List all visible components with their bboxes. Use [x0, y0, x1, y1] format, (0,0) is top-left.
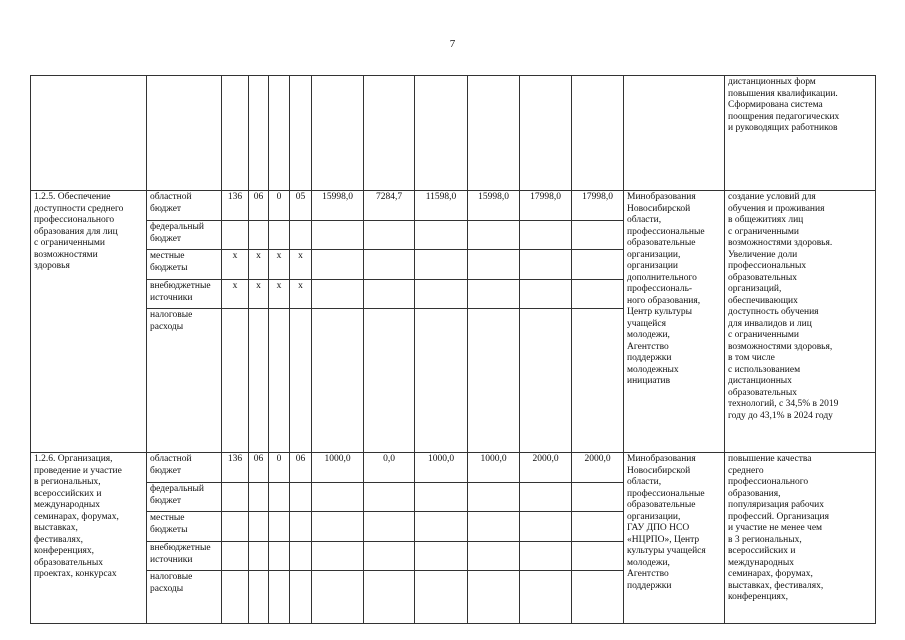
- amount-cell: [312, 309, 364, 453]
- table-row: [31, 76, 876, 191]
- budget-code-cell: 06: [290, 453, 312, 483]
- amount-cell: [312, 542, 364, 571]
- budget-code-cell: х: [249, 280, 269, 309]
- amount-cell: [520, 512, 572, 542]
- amount-cell: [364, 280, 415, 309]
- amount-cell: [468, 512, 520, 542]
- expected-result-cell: дистанционных форм повышения квалификации. Сформирована система поощрения педагогических и руководящих работников: [725, 76, 876, 191]
- amount-cell: [312, 221, 364, 250]
- amount-cell: 1000,0: [468, 453, 520, 483]
- amount-cell: [415, 309, 468, 453]
- amount-cell: [415, 571, 468, 624]
- amount-cell: [572, 571, 624, 624]
- amount-cell: [364, 542, 415, 571]
- amount-cell: [520, 280, 572, 309]
- amount-cell: [415, 221, 468, 250]
- amount-cell: 1000,0: [415, 453, 468, 483]
- amount-cell: [468, 571, 520, 624]
- budget-code-cell: [249, 221, 269, 250]
- budget-code-cell: [222, 542, 249, 571]
- amount-cell: 17998,0: [572, 191, 624, 221]
- budget-code-cell: [269, 483, 290, 512]
- table-row: [31, 191, 876, 221]
- activity-name-cell: 1.2.5. Обеспечение доступности среднего профессионального образования для лиц с ограниченными возможностями здоровья: [31, 191, 147, 453]
- budget-code-cell: [249, 483, 269, 512]
- funding-source-cell: федеральный бюджет: [147, 483, 222, 512]
- budget-code-cell: [249, 512, 269, 542]
- budget-code-cell: 06: [249, 191, 269, 221]
- funding-source-cell: внебюджетные источники: [147, 280, 222, 309]
- budget-code-cell: х: [269, 250, 290, 280]
- funding-source-cell: областной бюджет: [147, 191, 222, 221]
- expected-result-cell: создание условий для обучения и проживания в общежитиях лиц с ограниченными возможностями здоровья. Увеличение доли профессиональных образовательных организаций, обеспечивающих доступность обучения для инвалидов и лиц с ограниченными возможностями здоровья, в том числе с использованием дистанционных образовательных технологий, с 34,5% в 2019 году до 43,1% в 2024 году: [725, 191, 876, 453]
- amount-cell: [468, 309, 520, 453]
- executors-cell: Минобразования Новосибирской области, профессиональные образовательные организации, ГАУ ДПО НСО «НЦРПО», Центр культуры учащейся молодежи, Агентство поддержки: [624, 453, 725, 624]
- amount-cell: 15998,0: [312, 191, 364, 221]
- budget-code-cell: [249, 571, 269, 624]
- funding-source-cell: налоговые расходы: [147, 309, 222, 453]
- budget-code-cell: [269, 512, 290, 542]
- budget-code-cell: [269, 221, 290, 250]
- amount-cell: 2000,0: [520, 453, 572, 483]
- budget-code-cell: х: [249, 250, 269, 280]
- budget-code-cell: [249, 309, 269, 453]
- budget-code-cell: х: [269, 280, 290, 309]
- budget-code-cell: х: [290, 280, 312, 309]
- budget-code-cell: [290, 571, 312, 624]
- amount-cell: [364, 250, 415, 280]
- expected-result-cell: повышение качества среднего профессионального образования, популяризация рабочих профессий. Организация и участие не менее чем в 3 региональных, всероссийских и международных семинарах, форумах, выставках, фестивалях, конференциях,: [725, 453, 876, 624]
- amount-cell: [520, 571, 572, 624]
- amount-cell: 1000,0: [312, 453, 364, 483]
- amount-cell: [364, 512, 415, 542]
- amount-cell: [312, 512, 364, 542]
- amount-cell: [415, 483, 468, 512]
- budget-code-cell: [249, 542, 269, 571]
- amount-cell: [415, 250, 468, 280]
- budget-code-cell: [290, 542, 312, 571]
- amount-cell: [520, 309, 572, 453]
- amount-cell: [572, 512, 624, 542]
- amount-cell: 7284,7: [364, 191, 415, 221]
- amount-cell: [572, 280, 624, 309]
- amount-cell: [312, 483, 364, 512]
- amount-cell: [572, 483, 624, 512]
- budget-code-cell: [222, 221, 249, 250]
- amount-cell: 2000,0: [572, 453, 624, 483]
- amount-cell: [312, 280, 364, 309]
- amount-cell: [520, 542, 572, 571]
- budget-code-cell: 0: [269, 453, 290, 483]
- amount-cell: [572, 250, 624, 280]
- amount-cell: [415, 512, 468, 542]
- amount-cell: [520, 221, 572, 250]
- funding-source-cell: местные бюджеты: [147, 512, 222, 542]
- budget-code-cell: [222, 512, 249, 542]
- executors-cell: Минобразования Новосибирской области, профессиональные образовательные организации, организации дополнительного профессиональ- ного образования, Центр культуры учащейся молодежи, Агентство поддержки молодежных инициатив: [624, 191, 725, 453]
- amount-cell: [364, 483, 415, 512]
- funding-source-cell: налоговые расходы: [147, 571, 222, 624]
- amount-cell: [468, 483, 520, 512]
- amount-cell: [468, 280, 520, 309]
- budget-code-cell: 06: [249, 453, 269, 483]
- amount-cell: [468, 542, 520, 571]
- amount-cell: 15998,0: [468, 191, 520, 221]
- budget-code-cell: [222, 483, 249, 512]
- budget-code-cell: [290, 483, 312, 512]
- amount-cell: [468, 250, 520, 280]
- program-table: [30, 75, 876, 624]
- budget-code-cell: [269, 571, 290, 624]
- amount-cell: [415, 542, 468, 571]
- budget-code-cell: [222, 309, 249, 453]
- budget-code-cell: [290, 309, 312, 453]
- amount-cell: [364, 309, 415, 453]
- budget-code-cell: [290, 221, 312, 250]
- budget-code-cell: [269, 542, 290, 571]
- funding-source-cell: областной бюджет: [147, 453, 222, 483]
- table-row: [31, 453, 876, 483]
- budget-code-cell: 0: [269, 191, 290, 221]
- amount-cell: [520, 483, 572, 512]
- page-number: 7: [449, 38, 456, 50]
- activity-name-cell: 1.2.6. Организация, проведение и участие в региональных, всероссийских и международных семинарах, форумах, выставках, фестивалях, конференциях, образовательных проектах, конкурсах: [31, 453, 147, 624]
- funding-source-cell: федеральный бюджет: [147, 221, 222, 250]
- budget-code-cell: х: [222, 280, 249, 309]
- amount-cell: [364, 571, 415, 624]
- budget-code-cell: х: [222, 250, 249, 280]
- budget-code-cell: [269, 309, 290, 453]
- amount-cell: [468, 221, 520, 250]
- amount-cell: [312, 571, 364, 624]
- amount-cell: [364, 221, 415, 250]
- budget-code-cell: 05: [290, 191, 312, 221]
- amount-cell: [520, 250, 572, 280]
- funding-source-cell: местные бюджеты: [147, 250, 222, 280]
- budget-code-cell: 136: [222, 453, 249, 483]
- amount-cell: 17998,0: [520, 191, 572, 221]
- budget-code-cell: 136: [222, 191, 249, 221]
- amount-cell: 0,0: [364, 453, 415, 483]
- budget-code-cell: х: [290, 250, 312, 280]
- amount-cell: [415, 280, 468, 309]
- budget-code-cell: [290, 512, 312, 542]
- amount-cell: 11598,0: [415, 191, 468, 221]
- amount-cell: [312, 250, 364, 280]
- amount-cell: [572, 542, 624, 571]
- funding-source-cell: внебюджетные источники: [147, 542, 222, 571]
- amount-cell: [572, 309, 624, 453]
- amount-cell: [572, 221, 624, 250]
- budget-code-cell: [222, 571, 249, 624]
